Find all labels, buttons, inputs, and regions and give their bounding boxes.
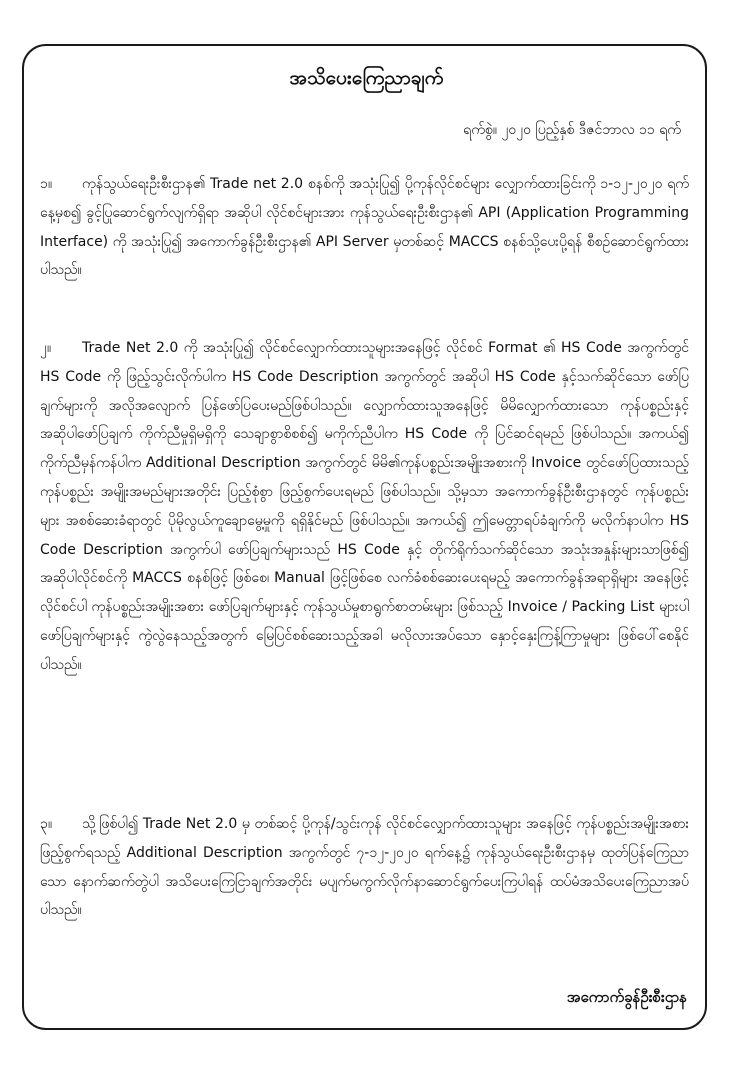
paragraph-number: ၂။	[40, 340, 52, 356]
paragraph-text: Trade Net 2.0 ကို အသုံးပြု၍ လိုင်စင်လျှောက်ထားသူများအနေဖြင့် လိုင်စင် Format ၏ HS Code အကွက်တွင် HS Code ကို ဖြည့်သွင်းလိုက်ပါက HS Code Description အကွက်တွင် အဆိုပါ HS Code နှင့်သက်ဆိုင်သော ဖော်ပြချက်များကို အလိုအလျောက် ပြန်ဖော်ပြပေးမည်ဖြစ်ပါသည်။ လျှောက်ထားသူအနေဖြင့် မိမိလျှောက်ထားသော ကုန်ပစ္စည်းနှင့် အဆိုပါဖော်ပြချက် ကိုက်ညီမှုရှိမရှိကို သေချာစွာစိစစ်၍ မကိုက်ညီပါက HS Code ကို ပြင်ဆင်ရမည် ဖြစ်ပါသည်။ အကယ်၍ ကိုက်ညီမှန်ကန်ပါက Additional Description အကွက်တွင် မိမိ၏ကုန်ပစ္စည်းအမျိုးအစားကို Invoice တွင်ဖော်ပြထားသည့် ကုန်ပစ္စည်း အမျိုးအမည်များအတိုင်း ပြည့်စုံစွာ ဖြည့်စွက်ပေးရမည် ဖြစ်ပါသည်။ သို့မှသာ အကောက်ခွန်ဦးစီးဌာနတွင် ကုန်ပစ္စည်းများ အစစ်ဆေးခံရာတွင် ပိုမိုလွယ်ကူချောမွေ့မှုကို ရရှိနိုင်မည် ဖြစ်ပါသည်။ အကယ်၍ ဤမေတ္တာရပ်ခံချက်ကို မလိုက်နာပါက HS Code Description အကွက်ပါ ဖော်ပြချက်များသည် HS Code နှင့် တိုက်ရိုက်သက်ဆိုင်သော အသုံးအနှုန်းများသာဖြစ်၍ အဆိုပါလိုင်စင်ကို MACCS စနစ်ဖြင့် ဖြစ်စေ၊ Manual ဖြင့်ဖြစ်စေ လက်ခံစစ်ဆေးပေးရမည့် အကောက်ခွန်အရာရှိများ အနေဖြင့် လိုင်စင်ပါ ကုန်ပစ္စည်းအမျိုးအစား ဖော်ပြချက်များနှင့် ကုန်သွယ်မှုစာရွက်စာတမ်းများ ဖြစ်သည့် Invoice / Packing List များပါ ဖော်ပြချက်များနှင့် ကွဲလွဲနေသည့်အတွက် မြေပြင်စစ်ဆေးသည့်အခါ မလိုလားအပ်သော နှောင့်နှေးကြန့်ကြာမှုများ ဖြစ်ပေါ်စေနိုင်ပါသည်။	[40, 340, 689, 673]
paragraph-1	[40, 170, 689, 285]
notice-title: အသိပေးကြေညာချက်	[289, 67, 444, 89]
paragraph-number: ၁။	[40, 176, 53, 192]
paragraph-text: သို့ဖြစ်ပါ၍ Trade Net 2.0 မှ တစ်ဆင့် ပို့ကုန်/သွင်းကုန် လိုင်စင်လျှောက်ထားသူများ အနေဖြင့် ကုန်ပစ္စည်းအမျိုးအစား ဖြည့်စွက်ရသည့် Additional Description အကွက်တွင် ၇-၁၂-၂၀၂၀ ရက်နေ့၌ ကုန်သွယ်ရေးဦးစီးဌာနမှ ထုတ်ပြန်ကြေညာသော နောက်ဆက်တွဲပါ အသိပေးကြေငြာချက်အတိုင်း မပျက်မကွက်လိုက်နာဆောင်ရွက်ပေးကြပါရန် ထပ်မံအသိပေးကြေညာအပ်ပါသည်။	[40, 816, 689, 919]
paragraph-3	[40, 810, 689, 925]
paragraph-number: ၃။	[40, 816, 53, 832]
signature-department: အကောက်ခွန်ဦးစီးဌာန	[566, 988, 687, 1006]
notice-date: ရက်စွဲ။ ၂၀၂၀ ပြည့်နှစ် ဒီဇင်ဘာလ ၁၁ ရက်	[463, 122, 681, 138]
paragraph-2	[40, 334, 689, 680]
paragraph-text: ကုန်သွယ်ရေးဦးစီးဌာန၏ Trade net 2.0 စနစ်ကို အသုံးပြု၍ ပို့ကုန်လိုင်စင်များ လျှောက်ထားခြင်းကို ၁-၁၂-၂၀၂၀ ရက်နေ့မှစ၍ ခွင့်ပြုဆောင်ရွက်လျက်ရှိရာ အဆိုပါ လိုင်စင်များအား ကုန်သွယ်ရေးဦးစီးဌာန၏ API (Application Programming Interface) ကို အသုံးပြု၍ အကောက်ခွန်ဦးစီးဌာန၏ API Server မှတစ်ဆင့် MACCS စနစ်သို့ပေးပို့ရန် စီစဉ်ဆောင်ရွက်ထားပါသည်။	[40, 176, 689, 279]
